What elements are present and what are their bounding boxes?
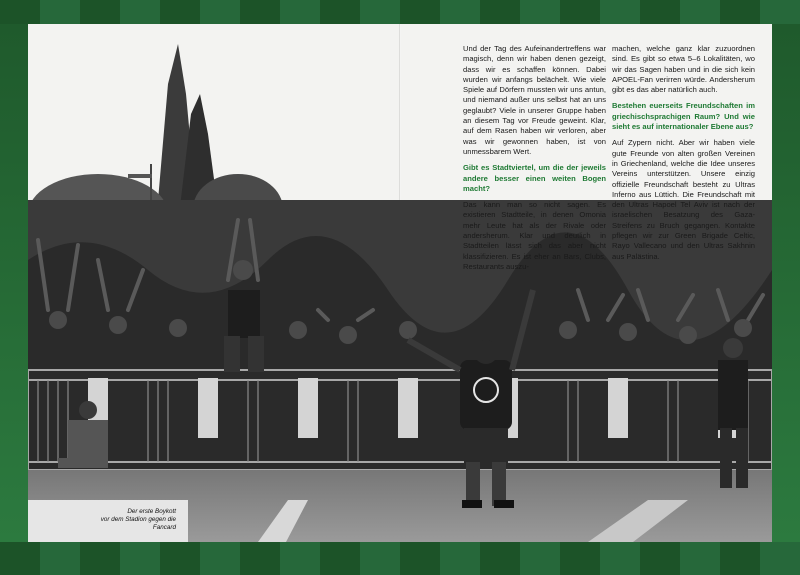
caption-line-1: Der erste Boykott — [127, 508, 176, 515]
interview-question: Bestehen euerseits Freundschaften im griechischsprachigen Raum? Und wie sieht es auf internationaler Ebene aus? — [612, 101, 755, 132]
text-column-2 — [612, 44, 755, 268]
magazine-border-left — [0, 24, 28, 542]
photo-sky-trees — [28, 24, 400, 224]
magazine-border-bottom — [0, 542, 800, 575]
interview-question: Gibt es Stadtviertel, um die der jeweils andere besser einen weiten Bogen macht? — [463, 163, 606, 193]
photo-caption — [84, 508, 176, 532]
magazine-border-top — [0, 0, 800, 24]
magazine-border-right — [772, 24, 800, 542]
paragraph: Und der Tag des Aufeinandertreffens war magisch, denn wir haben denen gezeigt, dass wir es schaffen können. Dabei wurden wir anfangs belächelt. Wie viele Spiele auf Dörfern mussten wir uns antun, und niemand außer uns selbst hat an uns geglaubt? Viele in unserer Gruppe haben an diesem Tag vor Freude geweint. Klar, auf dem Rasen haben wir verloren, aber was wir gewonnen haben, ist von unmessbarem Wert. — [463, 44, 606, 156]
paragraph: machen, welche ganz klar zuzuordnen sind. Es gibt so etwa 5–6 Lokalitäten, wo wir das Sagen haben und in die sich kein APOEL-Fan verirren würde. Andersherum gibt es das aber natürlich auch. — [612, 44, 755, 95]
text-column-1 — [463, 44, 606, 278]
paragraph: Auf Zypern nicht. Aber wir haben viele gute Freunde von alten großen Vereinen in Griechenland, welche die Idee unseres Vereins unterstützen. Unsere einzig offizielle Freundschaft besteht zu Ultras Inferno aus Lüttich. Die Freundschaft mit den Ultras Hapoel Tel Aviv ist nach der israelischen Besatzung des Gaza-Streifens zu Bruch gegangen. Kontakte pflegen wir zur Green Brigade Celtic, Rayo Vallecano und den Ultras Sakhnin aus Palästina. — [612, 138, 755, 261]
caption-line-3: Fancard — [152, 524, 176, 531]
paragraph: Das kann man so nicht sagen. Es existieren Stadtteile, in denen Omonia mehr Leute hat als der Rivale oder andersherum. Klar und deutlich in Stadtteilen lässt sich das aber nicht klassifizieren. Es ist eher an Bars, Clubs, Restaurants auszu- — [463, 200, 606, 271]
caption-line-2: vor dem Stadion gegen die — [100, 516, 176, 523]
